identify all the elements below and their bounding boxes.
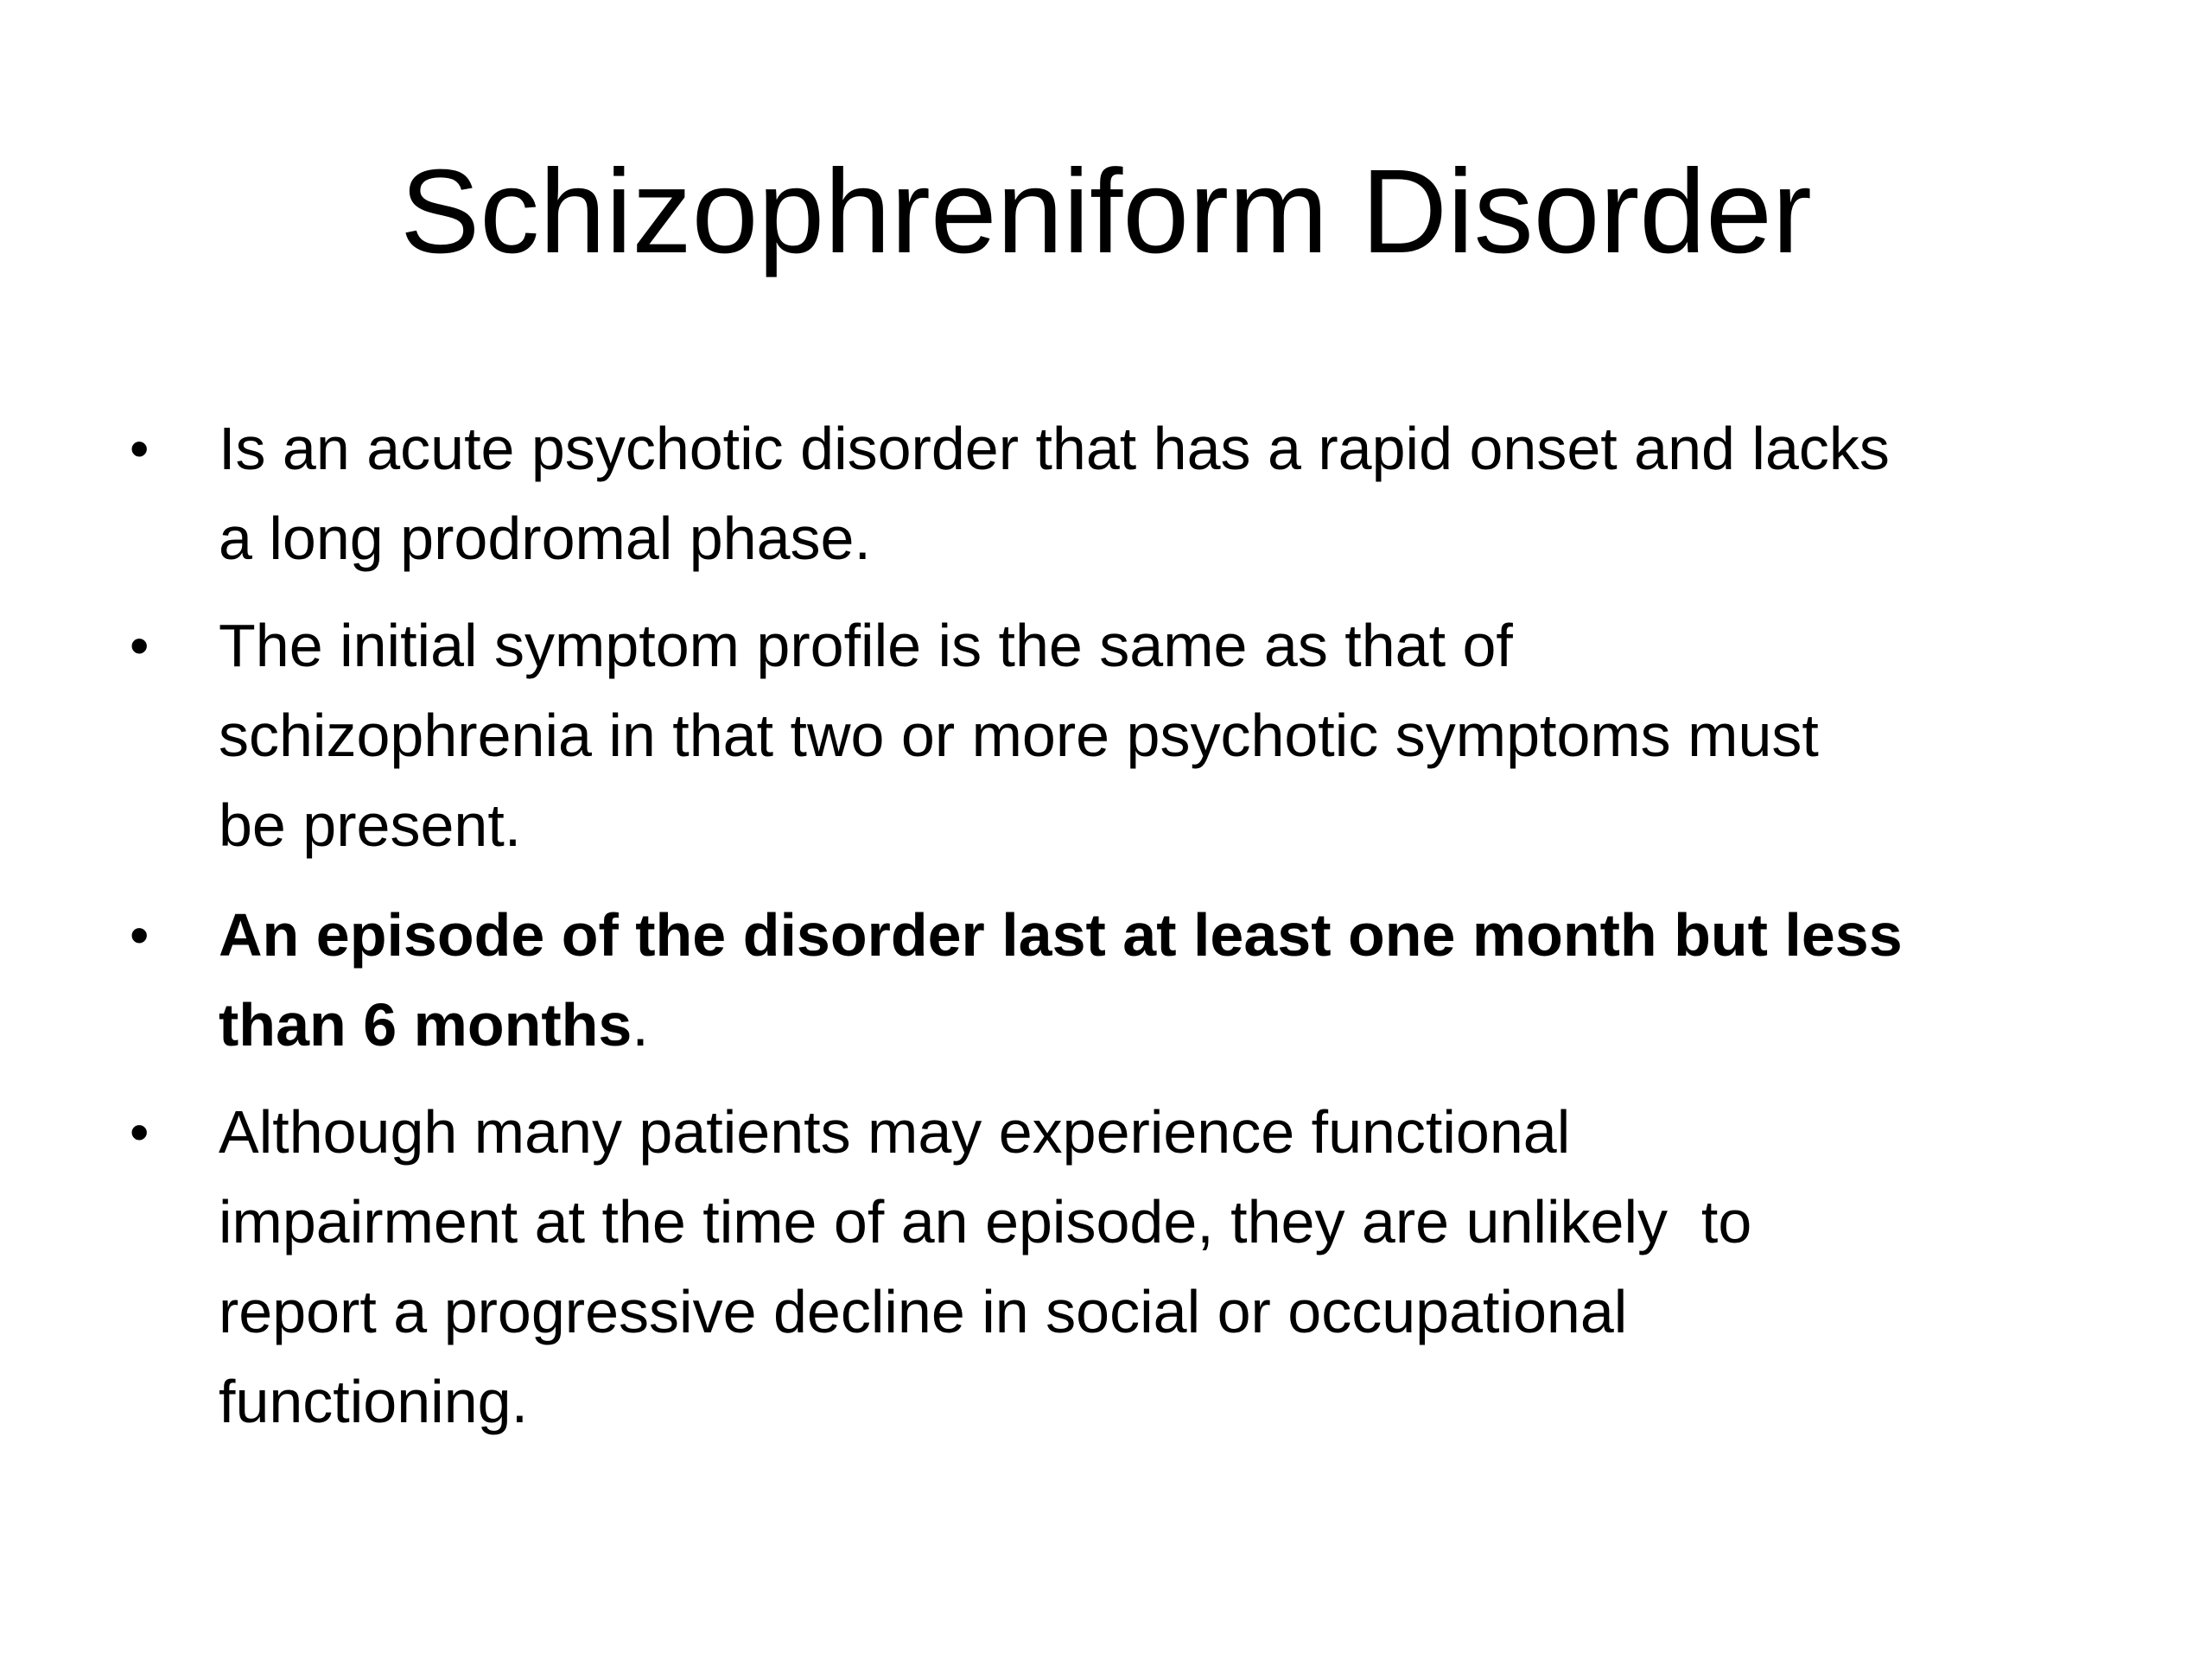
- bullet-dot-icon: •: [130, 417, 149, 480]
- bullet-line: The initial symptom profile is the same as that of: [219, 612, 1513, 679]
- bullet-line: functioning.: [219, 1368, 529, 1435]
- bullet-line: be present.: [219, 791, 522, 859]
- bullet-text: [219, 890, 2111, 1070]
- bullet-line: a long prodromal phase.: [219, 505, 871, 572]
- bullet-dot-icon: •: [130, 614, 149, 677]
- slide-title: Schizophreniform Disorder: [400, 145, 1812, 278]
- bullet-line: Is an acute psychotic disorder that has a rapid onset and lacks: [219, 415, 1890, 482]
- bullet-dot-icon: •: [130, 904, 149, 966]
- bullet-line: schizophrenia in that two or more psychotic symptoms must: [219, 702, 1819, 769]
- bullet-line: report a progressive decline in social or occupational: [219, 1278, 1628, 1345]
- bullet-dot-icon: •: [130, 1101, 149, 1163]
- bullet-line: [219, 980, 2111, 1070]
- bullet-line-bold: than 6 months: [219, 991, 632, 1058]
- bullet-text: [219, 601, 2111, 870]
- bullet-trailing-period: .: [632, 991, 649, 1058]
- bullet-text: [219, 1087, 2111, 1446]
- bullet-line-bold: An episode of the disorder last at least one month but less: [219, 901, 1903, 969]
- bullet-line: impairment at the time of an episode, they are unlikely to: [219, 1188, 1752, 1255]
- bullet-line: Although many patients may experience functional: [219, 1098, 1571, 1166]
- bullet-text: [219, 404, 2111, 583]
